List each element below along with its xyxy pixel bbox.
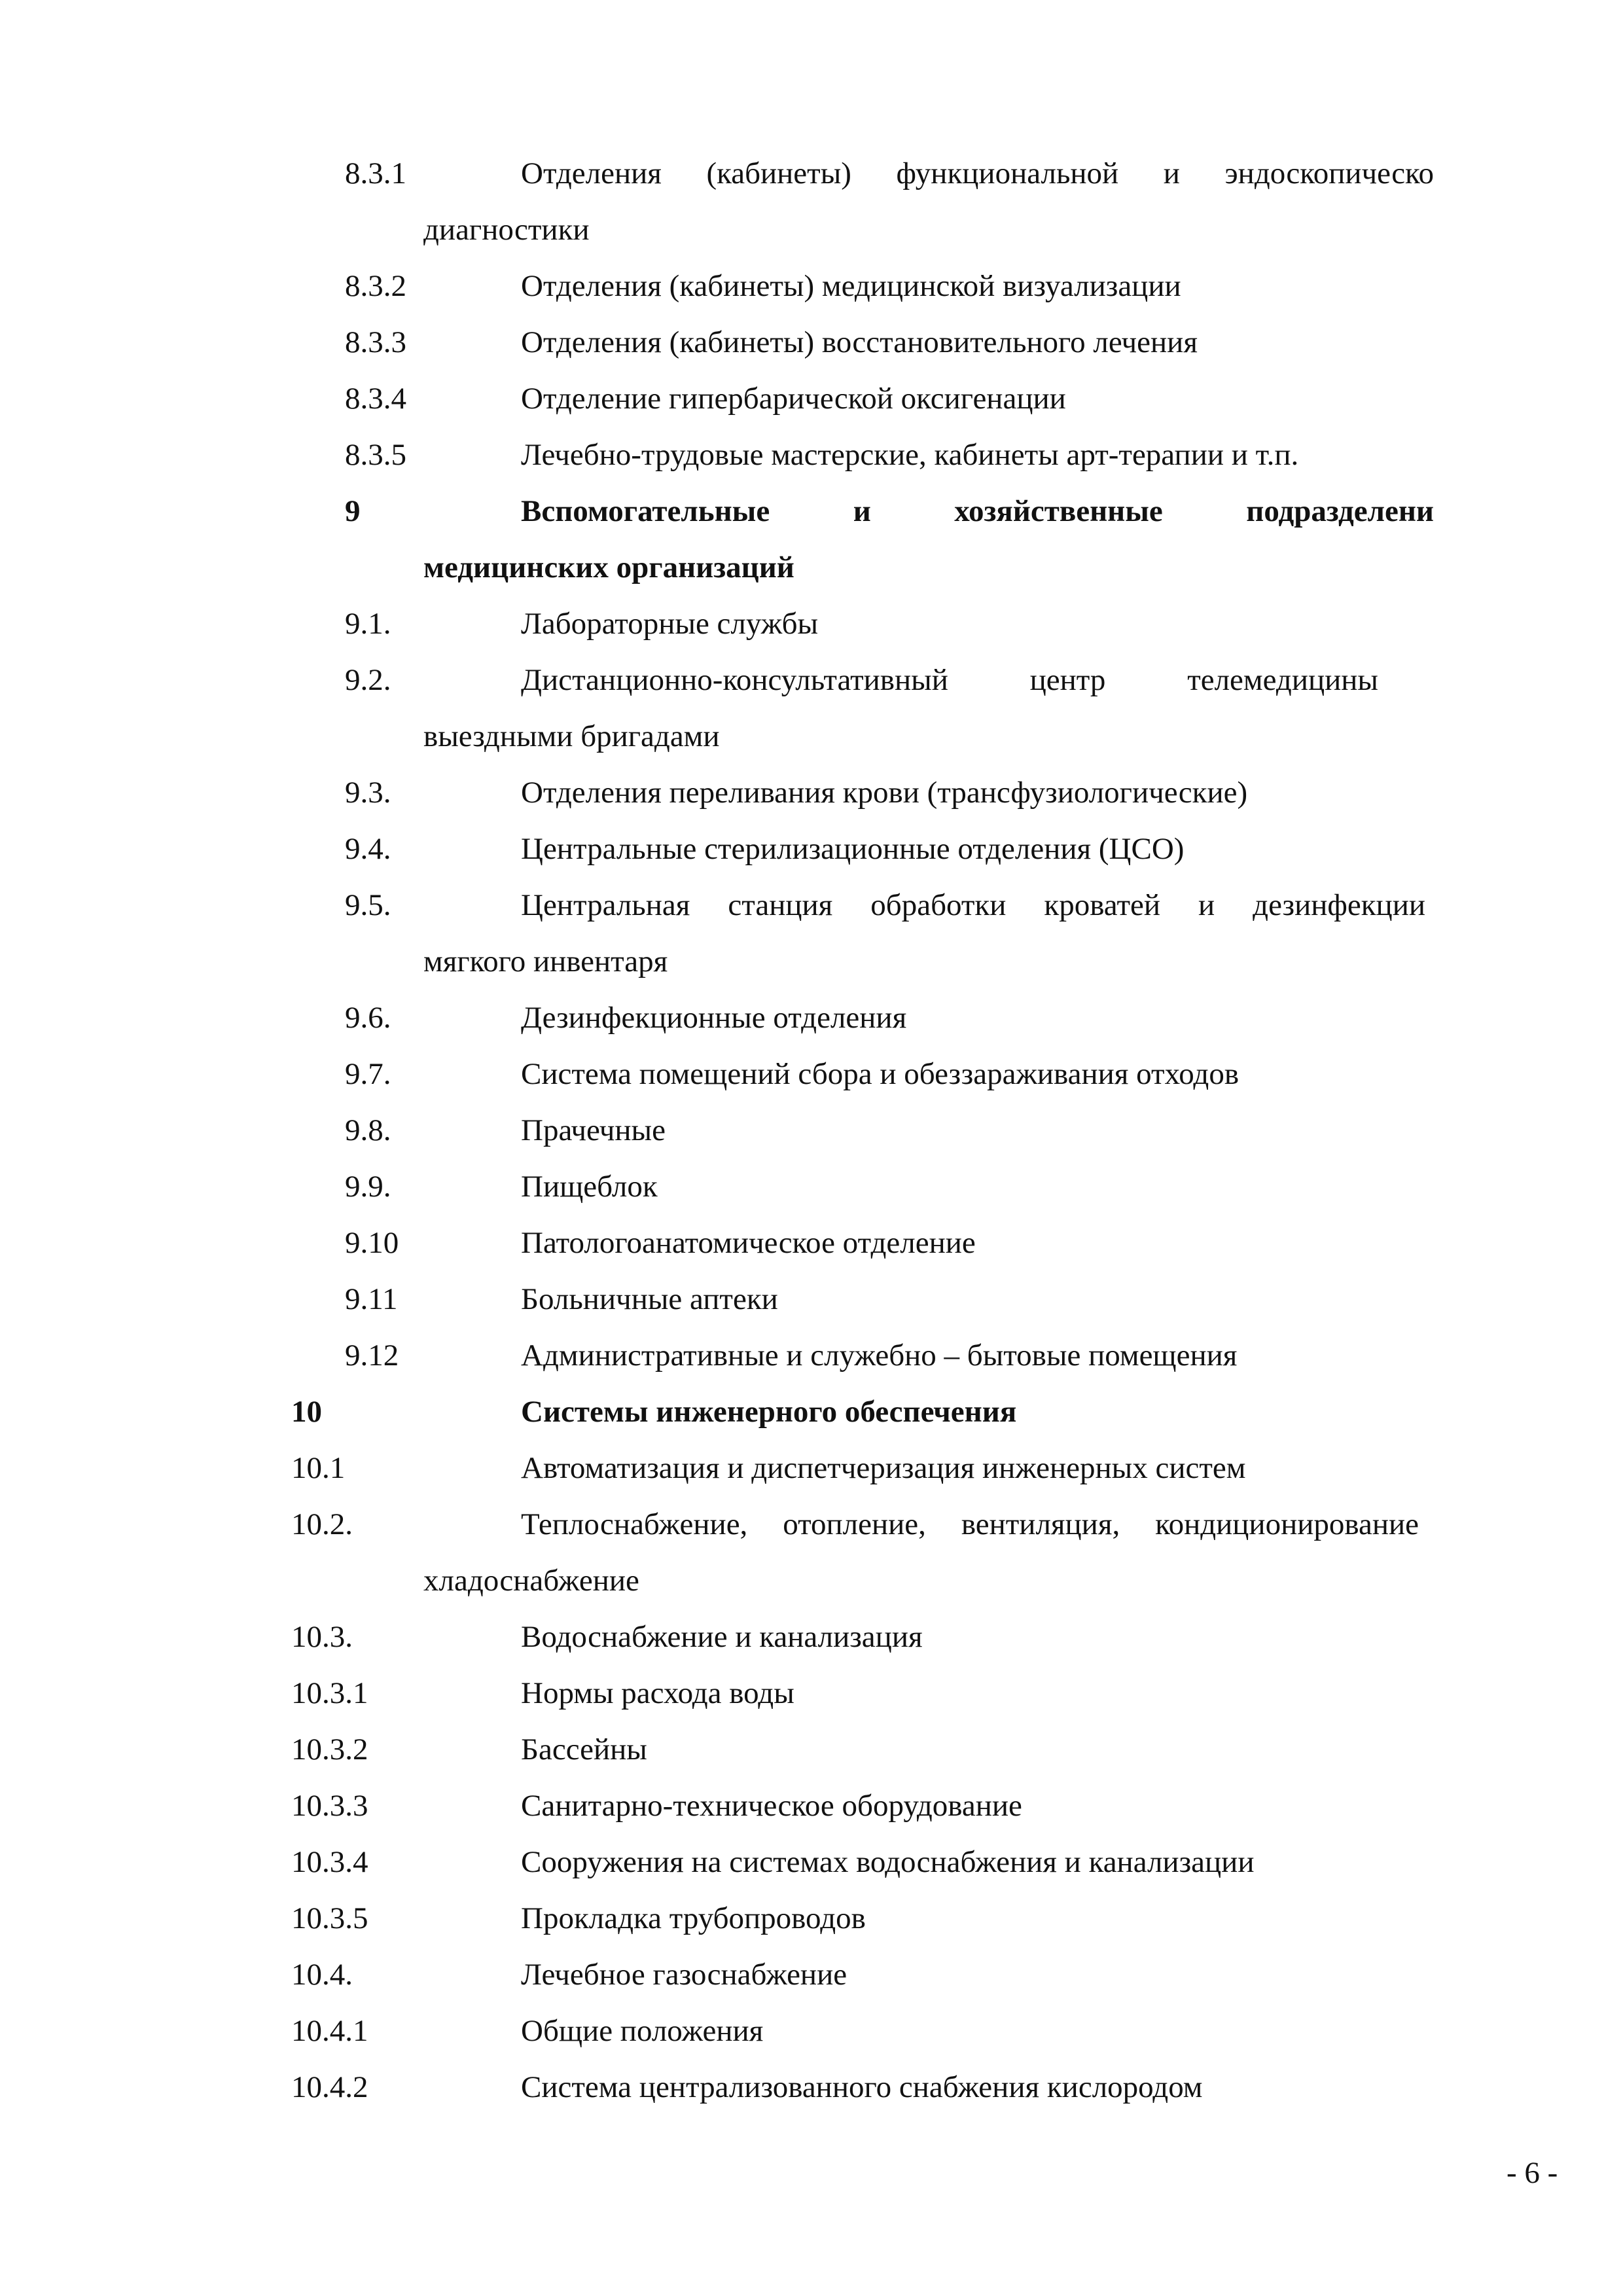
toc-entry-number: 10.3.1	[291, 1676, 368, 1710]
toc-entry-number: 9.9.	[345, 1170, 391, 1204]
toc-entry-title: Прачечные	[521, 1113, 666, 1147]
toc-entry-title: Центральные стерилизационные отделения (ЦСО)	[521, 832, 1185, 866]
toc-entry-title: Системы инженерного обеспечения	[521, 1395, 1017, 1429]
page-number: - 6 -	[1507, 2156, 1558, 2190]
toc-entry-number: 10	[291, 1395, 322, 1429]
toc-entry-number: 10.3.5	[291, 1901, 368, 1935]
toc-entry-number: 10.4.2	[291, 2070, 368, 2104]
toc-entry-number: 9	[345, 494, 361, 528]
toc-entry-title: Теплоснабжение, отопление, вентиляция, кондиционирование	[521, 1507, 1419, 1541]
toc-entry-title: Нормы расхода воды	[521, 1676, 794, 1710]
toc-entry-number: 10.3.3	[291, 1789, 368, 1823]
toc-entry-title: Водоснабжение и канализация	[521, 1620, 923, 1654]
toc-entry-number: 10.1	[291, 1451, 346, 1485]
toc-entry-number: 9.12	[345, 1338, 399, 1372]
toc-entry-title: Пищеблок	[521, 1170, 658, 1204]
toc-entry-number: 9.7.	[345, 1057, 391, 1091]
toc-entry-number: 10.3.4	[291, 1845, 368, 1879]
toc-entry-title: Больничные аптеки	[521, 1282, 778, 1316]
toc-entry-number: 9.3.	[345, 776, 391, 810]
toc-entry-title: Автоматизация и диспетчеризация инженерных систем	[521, 1451, 1246, 1485]
toc-entry-continuation: мягкого инвентаря	[423, 944, 668, 978]
toc-entry-continuation: хладоснабжение	[423, 1564, 639, 1598]
toc-entry-title: Прокладка трубопроводов	[521, 1901, 866, 1935]
toc-entry-number: 9.6.	[345, 1001, 391, 1035]
toc-entry-title: Отделения (кабинеты) функциональной и эндоскопическо	[521, 156, 1434, 190]
toc-entry-title: Сооружения на системах водоснабжения и канализации	[521, 1845, 1255, 1879]
toc-entry-number: 9.8.	[345, 1113, 391, 1147]
toc-entry-continuation: медицинских организаций	[423, 550, 794, 584]
toc-entry-number: 8.3.4	[345, 382, 406, 416]
toc-entry-number: 9.1.	[345, 607, 391, 641]
toc-entry-number: 9.10	[345, 1226, 399, 1260]
toc-entry-number: 10.4.	[291, 1958, 353, 1992]
toc-entry-title: Бассейны	[521, 1732, 647, 1767]
toc-entry-title: Административные и служебно – бытовые помещения	[521, 1338, 1238, 1372]
toc-entry-title: Лечебное газоснабжение	[521, 1958, 847, 1992]
toc-entry-number: 8.3.2	[345, 269, 406, 303]
toc-entry-title: Отделения (кабинеты) восстановительного лечения	[521, 325, 1198, 359]
toc-entry-title: Система централизованного снабжения кислородом	[521, 2070, 1203, 2104]
toc-entry-title: Патологоанатомическое отделение	[521, 1226, 976, 1260]
toc-entry-number: 10.3.2	[291, 1732, 368, 1767]
toc-entry-title: Санитарно-техническое оборудование	[521, 1789, 1022, 1823]
toc-entry-number: 8.3.3	[345, 325, 406, 359]
toc-entry-number: 9.11	[345, 1282, 398, 1316]
toc-entry-title: Общие положения	[521, 2014, 764, 2048]
toc-entry-continuation: выездными бригадами	[423, 719, 720, 753]
toc-entry-number: 9.2.	[345, 663, 391, 697]
toc-entry-title: Отделение гипербарической оксигенации	[521, 382, 1066, 416]
toc-entry-number: 10.4.1	[291, 2014, 368, 2048]
toc-entry-title: Вспомогательные и хозяйственные подразделени	[521, 494, 1434, 528]
toc-entry-title: Отделения переливания крови (трансфузиологические)	[521, 776, 1248, 810]
toc-entry-title: Отделения (кабинеты) медицинской визуализации	[521, 269, 1181, 303]
toc-entry-title: Лечебно-трудовые мастерские, кабинеты арт-терапии и т.п.	[521, 438, 1299, 472]
toc-entry-title: Лабораторные службы	[521, 607, 819, 641]
toc-entry-number: 9.5.	[345, 888, 391, 922]
toc-entry-continuation: диагностики	[423, 213, 590, 247]
toc-entry-number: 8.3.1	[345, 156, 406, 190]
toc-entry-number: 10.3.	[291, 1620, 353, 1654]
toc-entry-title: Центральная станция обработки кроватей и дезинфекции	[521, 888, 1425, 922]
toc-entry-title: Дезинфекционные отделения	[521, 1001, 907, 1035]
toc-entry-title: Система помещений сбора и обеззараживания отходов	[521, 1057, 1240, 1091]
toc-entry-number: 9.4.	[345, 832, 391, 866]
toc-entry-title: Дистанционно-консультативный центр телемедицины	[521, 663, 1378, 697]
toc-entry-number: 8.3.5	[345, 438, 406, 472]
toc-entry-number: 10.2.	[291, 1507, 353, 1541]
